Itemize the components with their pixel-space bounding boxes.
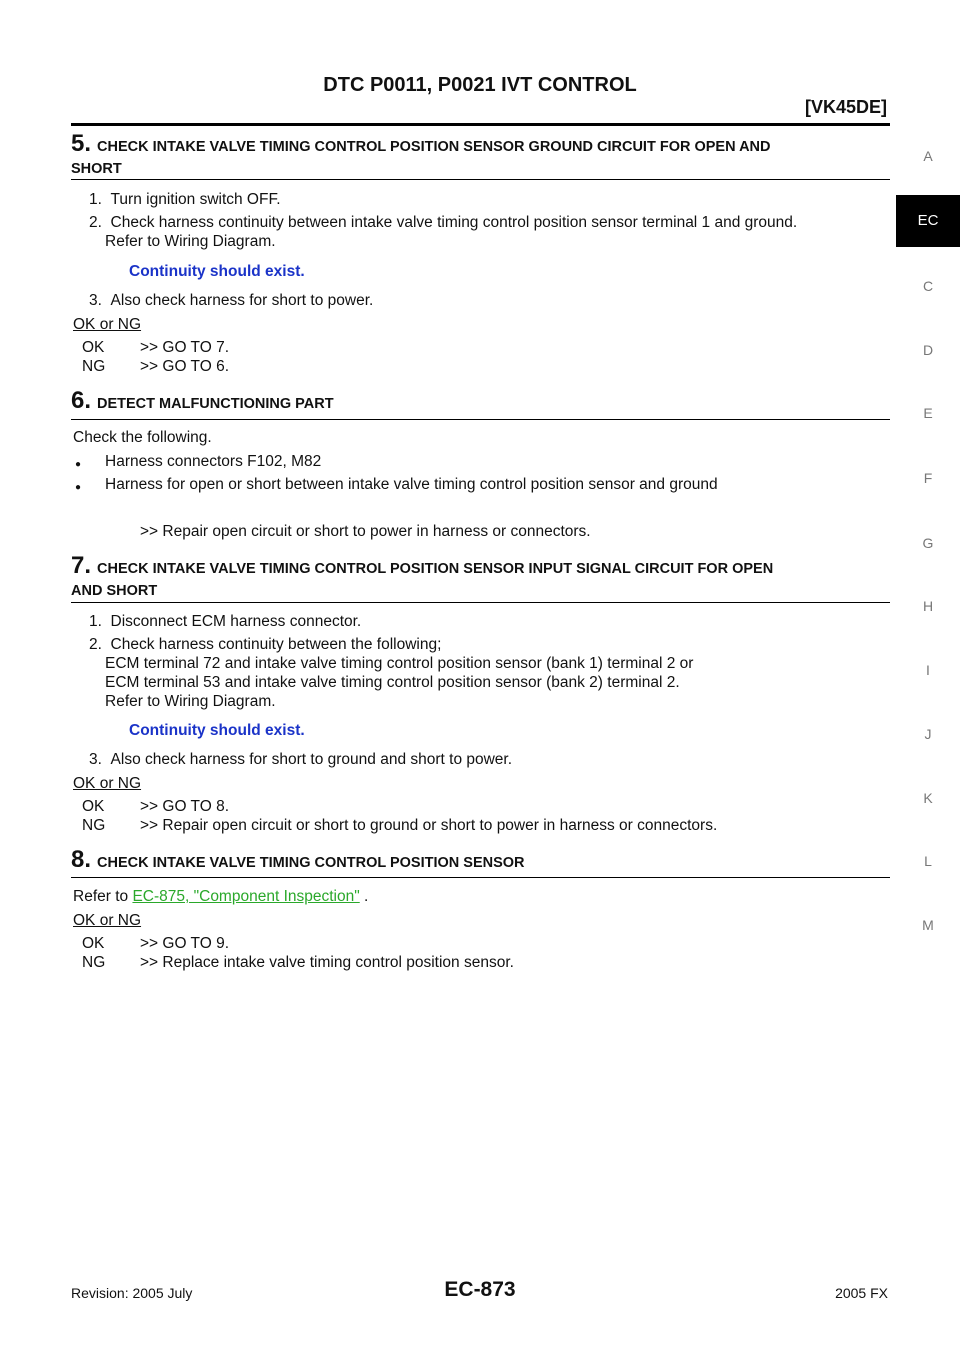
engine-code: [VK45DE] xyxy=(804,97,887,117)
revision-text: Revision: 2005 July xyxy=(71,1285,193,1301)
result-label: NG xyxy=(82,358,106,375)
reference-prefix: Refer to xyxy=(73,888,133,905)
instruction: 3. Also check harness for short to ground and short to power. xyxy=(89,751,513,768)
tab-m[interactable]: M xyxy=(922,917,934,933)
ok-ng-label: OK or NG xyxy=(73,775,142,792)
step-number: 6. xyxy=(71,387,92,414)
step-5-heading xyxy=(71,130,890,180)
step-title-cont: SHORT xyxy=(71,161,122,177)
instruction: 2. Check harness continuity between the following; xyxy=(89,636,442,653)
bullet-item: ● Harness for open or short between intake valve timing control position sensor and ground xyxy=(105,475,718,494)
tab-j[interactable]: J xyxy=(924,726,932,742)
step-number: 5. xyxy=(71,130,92,157)
tab-i[interactable]: I xyxy=(926,662,930,678)
tab-e[interactable]: E xyxy=(923,405,933,421)
step-title-cont: AND SHORT xyxy=(71,583,158,599)
instruction: Check the following. xyxy=(73,429,212,446)
ok-ng-label: OK or NG xyxy=(73,912,142,929)
page-title: DTC P0011, P0021 IVT CONTROL xyxy=(323,74,637,96)
step-8-heading xyxy=(71,846,890,874)
instruction-cont: Refer to Wiring Diagram. xyxy=(105,693,276,710)
result-text: >> GO TO 7. xyxy=(140,339,230,356)
reference-line xyxy=(73,887,368,906)
page-number: EC-873 xyxy=(444,1278,516,1301)
step-title: CHECK INTAKE VALVE TIMING CONTROL POSITION SENSOR INPUT SIGNAL CIRCUIT FOR OPEN xyxy=(97,561,774,577)
spec-text: Continuity should exist. xyxy=(129,263,305,280)
tab-c[interactable]: C xyxy=(922,278,934,294)
instruction-cont: Refer to Wiring Diagram. xyxy=(105,233,276,250)
instruction: 1. Turn ignition switch OFF. xyxy=(89,191,281,208)
tab-g[interactable]: G xyxy=(922,535,934,551)
tab-d[interactable]: D xyxy=(922,342,934,358)
component-inspection-link[interactable]: EC-875, "Component Inspection" xyxy=(132,888,360,905)
result-text: >> GO TO 9. xyxy=(140,935,230,952)
bullet-item: ● Harness connectors F102, M82 xyxy=(105,452,321,471)
instruction: 2. Check harness continuity between intake valve timing control position sensor terminal 1 and ground. xyxy=(89,214,798,231)
tab-f[interactable]: F xyxy=(923,470,933,486)
step-7-heading xyxy=(71,552,890,602)
step-rule xyxy=(71,877,890,878)
result-label: OK xyxy=(82,339,105,356)
result-text: >> Repair open circuit or short to ground or short to power in harness or connectors. xyxy=(140,817,718,834)
result-text: >> GO TO 8. xyxy=(140,798,230,815)
header-rule xyxy=(71,123,890,126)
instruction: 1. Disconnect ECM harness connector. xyxy=(89,613,362,630)
spec-text: Continuity should exist. xyxy=(129,722,305,739)
tab-l[interactable]: L xyxy=(924,853,932,869)
step-title: DETECT MALFUNCTIONING PART xyxy=(97,396,334,412)
tab-a[interactable]: A xyxy=(923,148,933,164)
instruction-cont: ECM terminal 53 and intake valve timing control position sensor (bank 2) terminal 2. xyxy=(105,674,680,691)
ok-ng-label: OK or NG xyxy=(73,316,142,333)
step-title: CHECK INTAKE VALVE TIMING CONTROL POSITION SENSOR xyxy=(97,855,525,871)
result-text: >> Repair open circuit or short to power in harness or connectors. xyxy=(140,523,591,540)
step-number: 8. xyxy=(71,846,92,873)
step-rule xyxy=(71,419,890,420)
reference-suffix: . xyxy=(359,888,369,905)
result-label: OK xyxy=(82,935,105,952)
result-text: >> Replace intake valve timing control position sensor. xyxy=(140,954,514,971)
result-text: >> GO TO 6. xyxy=(140,358,230,375)
model-text: 2005 FX xyxy=(835,1285,888,1301)
tab-h[interactable]: H xyxy=(922,598,934,614)
step-6-heading xyxy=(71,387,890,415)
result-label: NG xyxy=(82,954,106,971)
step-rule xyxy=(71,602,890,603)
step-rule xyxy=(71,179,890,180)
step-number: 7. xyxy=(71,552,92,579)
instruction: 3. Also check harness for short to power. xyxy=(89,292,374,309)
result-label: NG xyxy=(82,817,106,834)
step-title: CHECK INTAKE VALVE TIMING CONTROL POSITION SENSOR GROUND CIRCUIT FOR OPEN AND xyxy=(97,139,771,155)
tab-k[interactable]: K xyxy=(923,790,933,806)
result-label: OK xyxy=(82,798,105,815)
tab-ec[interactable]: EC xyxy=(896,195,960,247)
instruction-cont: ECM terminal 72 and intake valve timing control position sensor (bank 1) terminal 2 or xyxy=(105,655,694,672)
